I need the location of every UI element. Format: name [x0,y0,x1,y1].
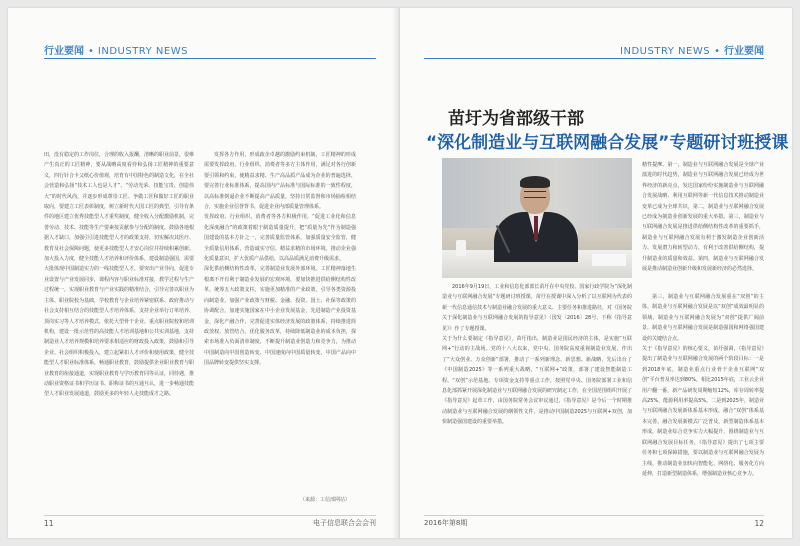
left-section-cn: 行业要闻 [44,46,84,57]
left-section-header [44,42,188,57]
right-page-number: 12 [754,519,764,528]
right-section-cn: 行业要闻 [724,46,764,57]
left-col2-text: 发挥各方作用，形成政企卓越的激励约束机制。工匠精神的形成需要发挥政府、行业组织、消费者等多方主体作用，满足对各行创新要引领和约束，使精益求精、生产高品质产品成为企业的普遍选择，要完善行业标准体系，提高国内产品标准与国际标准的一致性程度，以高标准倒逼企业不断提高产品质量，坚持日常监督和市场抽检相结合，实施企业信誉背书，促进企业内部质量管理体系。 发挥政府、行业组织、消费者等各方积极作用，“促进工业化和信息化深度融合”的政策着眼于制造质量提升，把“质量为先”作为制造强国建设的基本方针之一，完善质量监管体系，加强质量安全监管，健全质量信用体系，营造诚实守信、精益求精的市场环境，推动企业强化质量意识，扩大优质产品供给，以高品质满足消费升级需求。 深化供给侧结构性改革，完善制造业发展外部环境。工匠精神落地生根离不开有利于制造业发展的宏观环境，要加快推进供给侧结构性改革，统筹五大政策支柱，实施更加精准的产业政策，引导各类资源投向制造业，加强产业政策与财税、金融、投资、国土、社保等政策的协调配合，加速实施国家在中小企业发展基金，先进制造产业投资基金，深化产融合作，完善促进实体经济发展的政策体系，持续推进简政放权、放管结合、优化服务改革，持续降低制造业的成本负担，探索市场准入负面清单制度，不断提升制造业创造力和竞争力，为推动中国制造向中国创造转变、中国速度向中国质量转变、中国产品向中国品牌转变提供坚实支撑。 [204,152,356,367]
right-page [400,8,792,538]
article-source: （来源：工信部网站） [300,497,351,503]
right-column-a [442,282,632,504]
left-header-rule [44,58,376,59]
left-footer-rule [44,515,376,516]
right-colc-text: 第三，制造业与互联网融合发展重在“双创”的主体，制造业与互联网融合发展是以“双创”成效最明显的领域，制造业与互联网融合发展为“双创”提供广阔前景，制造业与互联网融合发展是制造强国和网络强国建设的关键结合点。 关于《指导意见》的核心要义，苗圩强调，《指导意见》提出了制造业与互联网融合发展的两个阶段目标：一是到2018年底，制造业重点行业骨干企业互联网“双创”平台普及率达到80%，相比2015年底，工业云企业用户翻一番，新产品研发周期缩短12%，库存周转率提高25%，能源利用率提高5%。二是到2025年，制造业与互联网融合发展新体系基本形成，融合“双创”体系基本完善，融合发展新模式广泛普及，新型制造体系基本形成，制造业综合竞争实力大幅提升，围绕制造业与互联网融合发展目标任务，《指导意见》提出了七项主要任务和七项保障措施，要以制造业与互联网融合发展为主线，推动制造业加快向智能化、网络化、服务化方向延伸，打造新型制造体系，增强制造业核心竞争力。 [642,294,764,477]
article-title-line-1: 苗圩为省部级干部 [448,109,584,129]
right-colb-text: 精性提摩、第一，制造业与互联网融合发展是全球产业演进的时代趋势，制造业与互联网融合发展已经成为世界经济的新亮点，发达国家纷纷实施制造业与互联网融合发展战略，利用互联网等新一代信息技术推动制造业变革已成为全球共识，第二，制造业与互联网融合发展已经成为制造业创新发展的重大举措。第三，制造业与互联网融合发展是推进供给侧结构性改革的重要抓手，制造业与互联网融合发展有利于激发制造企业创新活力、发展潜力和转型动力，有利于改善供给侧结构，提升制造业的质量和效益。第四，制造业与互联网融合发展是推动制造业创新升级和发展新经济的必然选择。 [642,162,764,273]
right-section-sep: • [714,46,720,57]
right-section-header [620,42,764,57]
left-col1-text: 田，没有稳定的工作岗位，合理的收入报酬，清晰的职业前景，很难产生真正的工匠精神，要从战略高度看待和弘扬工匠精神的重要意义，四行针合卡父纸心价值观，培育有中国特色的制造文化，在全社会营造和弘扬“技术工人也是人才”、“劳动光荣、技能宝贵、创造伟大”的时代风尚，并逐步形成尊崇工匠、争做工匠和做好工匠的职业取向，要建立工匠表彰制度，树立新时代大国工匠的典型，引导有条件的地区建立优秀技能型人才重奖制度，健全收入分配激励机制，完善劳动、技术、技能等生产要素按贡献参与分配的制度，鼓励各地根据人才缺口，加强引引进技能型人才的政策支持，切实解决其医疗、教育及社会保障问题，使更多技能型人才安心岗位并持续积累创新。 加大投入力度，健全技能人才培养和评价体系，建设制造强国，需要大批体现中国制造实力的一线技能型人才，要突出产业导向，促进专业设置与产业发展同步，课程内容与职业标准对接，教学过程与生产过程统一，实现职业教育与产业实践的精准结合，引导完善以职业为主体、职业院校为基础，学校教育与企业培养紧密联系、政府推动与社会支持相互结合的技能型人才培养体系，支持企业举行订单培养、顶岗实习等人才培养模式，依托大型骨干企业、重点职业院校和培训机构，建设一批示范性的高技能人才培训基地和公共实训基地，支持制造业人才培养规模和培养要求相适应的财政投入政策，鼓励和引导企业、社会组织积极投入，建立起紧扣人才评价和使用政策，健全技能型人才职业标准体系，畅通职业教育，鼓励提供企业职业教育与职业教育的衔接通道，实现职业教育与学历教育同等认证，同待遇，推动职业资格证书和学历证书、职称证书的互通互认，进一步畅通技能型人才职业发展通道，鼓励更多的年轻人走技能成才之路。 [44,152,194,398]
right-footer-rule [424,515,764,516]
article-title-line-2: “深化制造业与互联网融合发展”专题研讨班授课 [426,133,789,153]
left-page-number: 11 [44,519,54,528]
left-section-en: INDUSTRY NEWS [97,46,188,57]
speaker-photo [442,158,632,278]
left-section-sep: • [88,46,94,57]
right-header-rule [424,58,764,59]
right-column-b [642,160,764,280]
left-page [8,8,400,538]
issue-label: 2016年第8期 [424,519,468,527]
right-cola-text: 2016年9月19日，工业和信息化部部长苗圩在中央党校、国家行政学院为“深化制造业与互联网融合发展”专题研讨班授课，苗圩在授课中深入分析了以互联网为代表的新一代信息通信技术与制造业融合发展的重大意义、主要任务和推进路径，对《国务院关于深化制造业与互联网融合发展的指导意见》（国发〔2016〕28号，下称《指导意见》）作了专题授课。 关于为什么要制定《指导意见》，苗圩指出，制造业是国民经济的主体，是实施“互联网+”行动的主战场。党的十八大以来，党中央、国务院高度重视制造业发展，作出了“大众创业、万众创新”部署，推动了一系列新理念、新思想、新战略，先后出台了《中国制造2025》等一系列重大战略，“互联网+”政策，部署了建设智能制造工程、“双创”示范基地、专项资金支持等重点工作，按照党中央、国务院部署工业和信息化部抓紧开展深化制造业与互联网融合发展的研究制定工作，在全国范围组织开展了《指导意见》起草工作，由国务院常务会议审议通过，《指导意见》是今后一个时期推动制造业与互联网融合发展的纲领性文件，是推动中国制造2025与互联网+双创，加快制造强国建设的重要举措。 [442,284,632,426]
left-column-1 [44,150,194,505]
magazine-name: 电子信息联合会会刊 [313,519,376,527]
right-section-en: INDUSTRY NEWS [620,46,711,57]
left-column-2 [204,150,356,494]
right-column-c [642,292,764,504]
